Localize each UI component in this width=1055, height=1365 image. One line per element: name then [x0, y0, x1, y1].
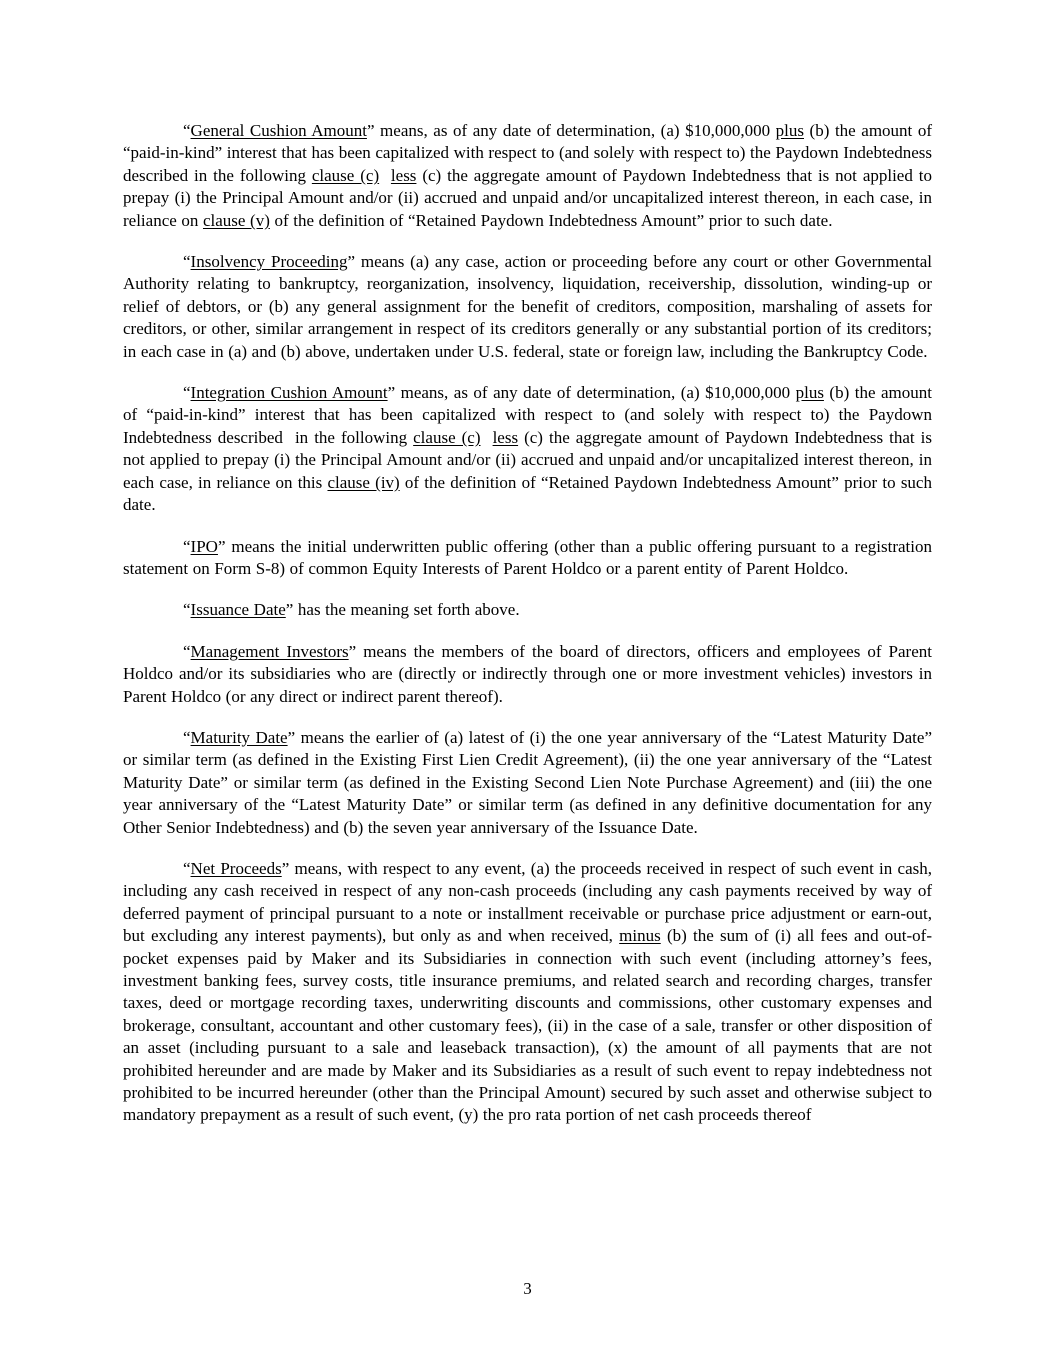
text-run: ” means the initial underwritten public offering (other than a public offering pursuant to a registration statement on Form S-8) of common Equity Interests of Parent Holdco or a parent entity of Parent Holdco.	[123, 536, 932, 578]
defined-term: minus	[619, 926, 661, 946]
text-run: ” means, as of any date of determination, (a) $10,000,000	[387, 383, 796, 403]
text-run: “	[183, 121, 191, 140]
text-run: “	[183, 727, 191, 747]
paragraph-integration-cushion-amount	[123, 382, 932, 516]
text-run: ” means, as of any date of determination, (a) $10,000,000	[366, 121, 776, 140]
defined-term: Insolvency Proceeding	[190, 252, 348, 272]
defined-term: clause (c)	[311, 165, 380, 185]
text-run: (b) the amount of “paid-in-kind” interest that has been capitalized with respect to (and solely with respect to) the Paydown Indebtedness described in the following	[123, 383, 932, 447]
page-footer	[0, 1278, 1055, 1300]
text-run: (c) the aggregate amount of Paydown Indebtedness that is not applied to prepay (i) the Principal Amount and/or (ii) accrued and unpaid and/or uncapitalized interest thereon, in each case, in reliance on	[123, 165, 932, 230]
text-run: “	[183, 641, 191, 661]
defined-term: clause (v)	[202, 210, 270, 230]
defined-term: clause (c)	[413, 427, 481, 447]
text-run: of the definition of “Retained Paydown Indebtedness Amount” prior to such date.	[123, 472, 932, 515]
text-run: (b) the sum of (i) all fees and out-of-pocket expenses paid by Maker and its Subsidiaries in connection with such event (including attorney’s fees, investment banking fees, survey costs, title insurance premiums, and related search and recording charges, transfer taxes, deed or mortgage recording taxes, underwriting discounts and commissions, other customary expenses and brokerage, consultant, accountant and other customary fees), (ii) in the case of a sale, transfer or other disposition of an asset (including pursuant to a sale and leaseback transaction), (x) the amount of all payments that are not prohibited hereunder and are made by Maker and its Subsidiaries as a result of such event to repay indebtedness not prohibited to be incurred hereunder (other than the Principal Amount) secured by such asset and otherwise subject to mandatory prepayment as a result of such event, (y) the pro rata portion of net cash proceeds thereof	[123, 926, 932, 1125]
paragraph-management-investors	[123, 641, 932, 708]
defined-term: Net Proceeds	[190, 858, 282, 878]
text-run: ” means the earlier of (a) latest of (i) the one year anniversary of the “Latest Maturity Date” or similar term (as defined in the Existing First Lien Credit Agreement), (ii) the one year anniversary of the “Latest Maturity Date” or similar term (as defined in the Existing Second Lien Note Purchase Agreement) and (iii) the one year anniversary of the “Latest Maturity Date” or similar term (as defined in any definitive documentation for any Other Senior Indebtedness) and (b) the seven year anniversary of the Issuance Date.	[123, 727, 932, 837]
text-run: (c) the aggregate amount of Paydown Indebtedness that is not applied to prepay (i) the Principal Amount and/or (ii) accrued and unpaid and/or uncapitalized interest thereon, in each case, in reliance on this	[123, 427, 933, 492]
defined-term: plus	[775, 121, 804, 140]
defined-term: Integration Cushion Amount	[190, 383, 388, 403]
text-run	[481, 428, 493, 447]
text-run	[379, 166, 391, 185]
paragraph-net-proceeds	[123, 858, 932, 1127]
document-body	[123, 120, 932, 1146]
text-run: ” means the members of the board of directors, officers and employees of Parent Holdco and/or its subsidiaries who are (directly or indirectly through one or more investment vehicles) investors in Parent Holdco (or any direct or indirect parent thereof).	[123, 641, 932, 706]
text-run: ” means (a) any case, action or proceeding before any court or other Governmental Authority relating to bankruptcy, reorganization, insolvency, liquidation, receivership, dissolution, winding-up or relief of debtors, or (b) any general assignment for the benefit of creditors, composition, marshaling of assets for creditors, or other, similar arrangement in respect of its creditors generally or any substantial portion of its creditors; in each case in (a) and (b) above, undertaken under U.S. federal, state or foreign law, including the Bankruptcy Code.	[123, 252, 932, 361]
defined-term: clause (iv)	[327, 472, 400, 492]
defined-term: General Cushion Amount	[190, 121, 367, 140]
defined-term: Management Investors	[190, 641, 349, 661]
defined-term: Issuance Date	[190, 600, 286, 620]
text-run: “	[183, 858, 191, 878]
text-run: “	[183, 383, 191, 403]
paragraph-issuance-date	[123, 599, 932, 621]
defined-term: Maturity Date	[190, 727, 288, 747]
page-number: 3	[523, 1279, 532, 1298]
defined-term: less	[492, 427, 519, 447]
paragraph-ipo	[123, 536, 932, 581]
text-run: ” has the meaning set forth above.	[285, 600, 520, 620]
paragraph-general-cushion-amount	[123, 120, 932, 232]
defined-term: less	[390, 165, 417, 185]
paragraph-maturity-date	[123, 727, 932, 839]
text-run: “	[183, 536, 191, 556]
text-run: (b) the amount of “paid-in-kind” interest that has been capitalized with respect to (and solely with respect to) the Paydown Indebtedness described in the following	[123, 121, 932, 185]
defined-term: plus	[795, 383, 824, 403]
text-run: “	[183, 600, 191, 620]
paragraph-insolvency-proceeding	[123, 251, 932, 363]
text-run: “	[183, 252, 191, 272]
defined-term: IPO	[190, 536, 218, 556]
text-run: of the definition of “Retained Paydown Indebtedness Amount” prior to such date.	[269, 210, 833, 230]
text-run: ” means, with respect to any event, (a) the proceeds received in respect of such event in cash, including any cash received in respect of any non-cash proceeds (including any cash payments received by way of deferred payment of principal pursuant to a note or installment receivable or purchase price adjustment or earn-out, but excluding any interest payments), but only as and when received,	[123, 858, 932, 946]
